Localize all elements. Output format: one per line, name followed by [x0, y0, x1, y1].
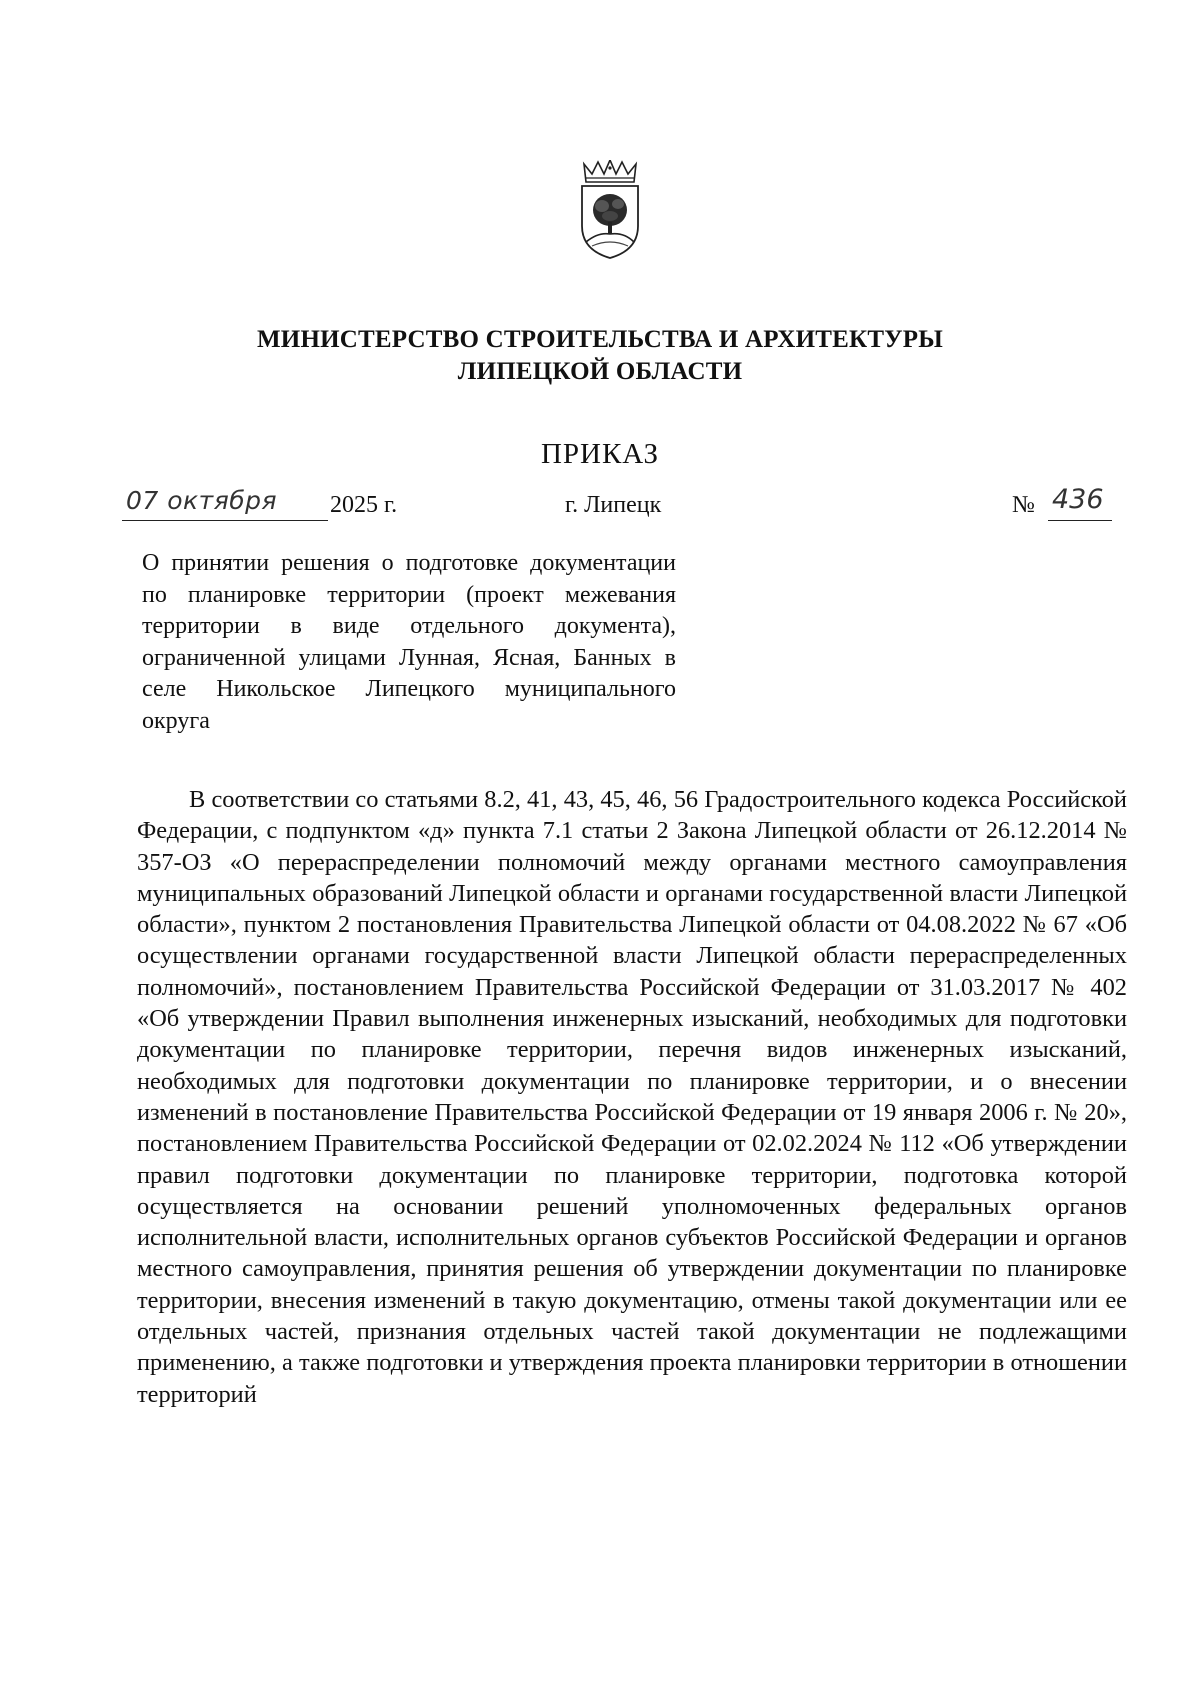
lipetsk-coat-of-arms-icon	[578, 160, 642, 264]
document-city: г. Липецк	[565, 492, 662, 518]
ministry-name-line-1: МИНИСТЕРСТВО СТРОИТЕЛЬСТВА И АРХИТЕКТУРЫ	[257, 326, 943, 353]
handwritten-document-number: 436	[1052, 484, 1104, 515]
document-number-label: №	[1012, 492, 1035, 518]
ministry-name-line-2: ЛИПЕЦКОЙ ОБЛАСТИ	[457, 358, 743, 385]
date-underline	[122, 520, 328, 521]
number-underline	[1048, 520, 1112, 521]
document-body-paragraph: В соответствии со статьями 8.2, 41, 43, 45, 46, 56 Градостроительного кодекса Российской Федерации, с подпунктом «д» пункта 7.1 статьи 2 Закона Липецкой области от 26.12.2014 № 357-ОЗ «О перераспределении полномочий между органами местного самоуправления муниципальных образований Липецкой области и органами государственной власти Липецкой области», пунктом 2 постановления Правительства Липецкой области от 04.08.2022 № 67 «Об осуществлении органами государственной власти Липецкой области перераспределенных полномочий», постановлением Правительства Российской Федерации от 31.03.2017 № 402 «Об утверждении Правил выполнения инженерных изысканий, необходимых для подготовки документации по планировке территории, перечня видов инженерных изысканий, необходимых для подготовки документации по планировке территории, и о внесении изменений в постановление Правительства Российской Федерации от 19 января 2006 г. № 20», постановлением Правительства Российской Федерации от 02.02.2024 № 112 «Об утверждении правил подготовки документации по планировке территории, подготовка которой осуществляется на основании решений уполномоченных федеральных органов исполнительной власти, исполнительных органов субъектов Российской Федерации и органов местного самоуправления, принятия решения об утверждении документации по планировке территории, внесения изменений в такую документацию, отмены такой документации или ее отдельных частей, признания отдельных частей такой документации не подлежащими применению, а также подготовки и утверждения проекта планировки территории в отношении территорий	[137, 786, 1127, 1408]
document-subject: О принятии решения о подготовке документации по планировке территории (проект межевания территории в виде отдельного документа), ограниченной улицами Лунная, Ясная, Банных в селе Никольское Липецкого муниципального округа	[142, 550, 676, 734]
handwritten-date: 07 октября	[126, 486, 278, 515]
document-type-title: ПРИКАЗ	[540, 438, 660, 470]
document-year: 2025 г.	[330, 492, 398, 518]
